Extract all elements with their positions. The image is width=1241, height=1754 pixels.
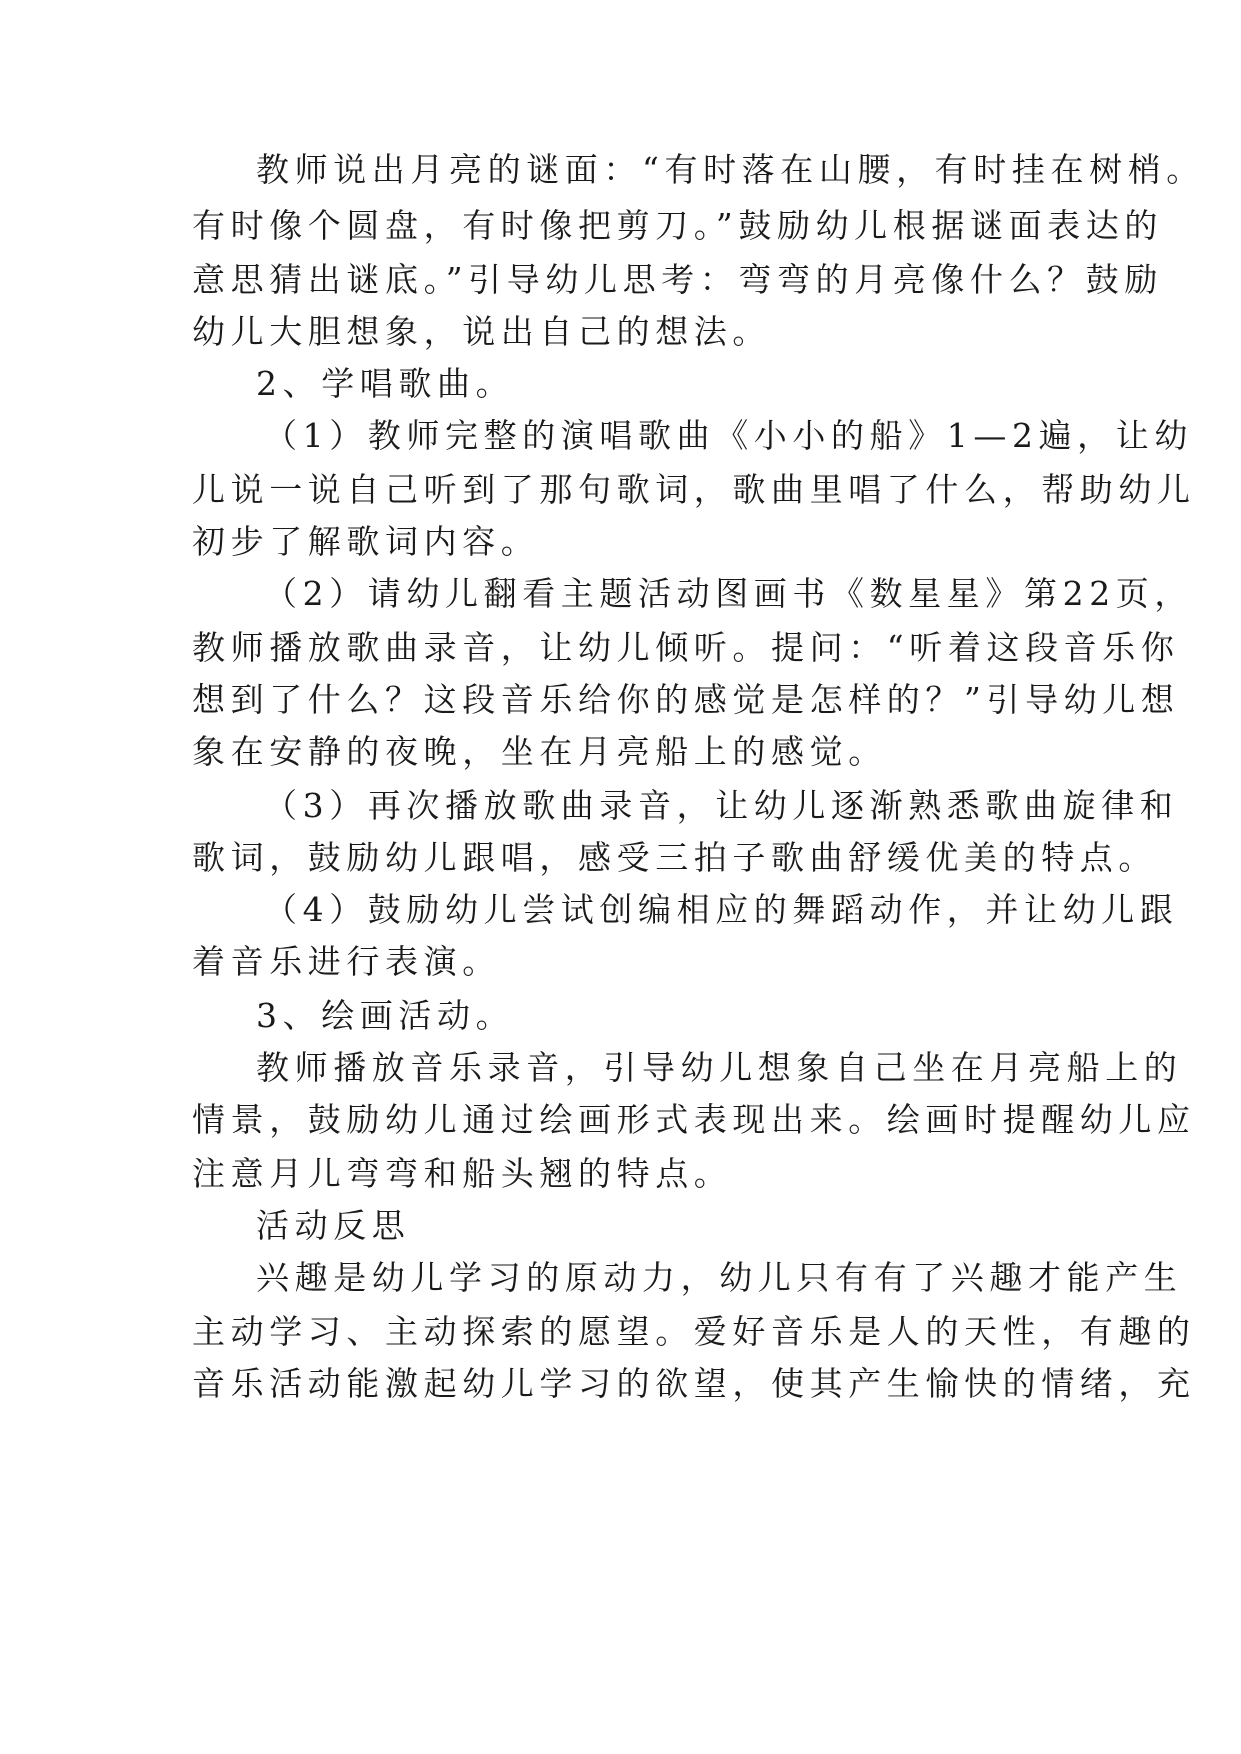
text-line: 教师播放音乐录音，引导幼儿想象自己坐在月亮船上的 bbox=[256, 1048, 1183, 1087]
section-heading: 2、学唱歌曲。 bbox=[256, 364, 515, 403]
text-line: 幼儿大胆想象，说出自己的想法。 bbox=[192, 312, 771, 351]
text-line: 意思猜出谜底。”引导幼儿思考：弯弯的月亮像什么？鼓励 bbox=[192, 260, 1163, 299]
text-line: 想到了什么？这段音乐给你的感觉是怎样的？”引导幼儿想 bbox=[192, 680, 1180, 719]
text-line: 主动学习、主动探索的愿望。爱好音乐是人的天性，有趣的 bbox=[192, 1312, 1196, 1351]
text-line: （1）教师完整的演唱歌曲《小小的船》1—2遍，让幼 bbox=[264, 416, 1193, 455]
text-line: 情景，鼓励幼儿通过绘画形式表现出来。绘画时提醒幼儿应 bbox=[192, 1100, 1196, 1139]
text-line: 歌词，鼓励幼儿跟唱，感受三拍子歌曲舒缓优美的特点。 bbox=[192, 838, 1157, 877]
text-line: 教师播放歌曲录音，让幼儿倾听。提问：“听着这段音乐你 bbox=[192, 628, 1180, 667]
text-line: （3）再次播放歌曲录音，让幼儿逐渐熟悉歌曲旋律和 bbox=[264, 786, 1179, 825]
text-line: 兴趣是幼儿学习的原动力，幼儿只有有了兴趣才能产生 bbox=[256, 1258, 1183, 1297]
text-line: 注意月儿弯弯和船头翘的特点。 bbox=[192, 1154, 733, 1193]
text-line: 初步了解歌词内容。 bbox=[192, 522, 540, 561]
text-line: （4）鼓励幼儿尝试创编相应的舞蹈动作，并让幼儿跟 bbox=[264, 890, 1179, 929]
section-heading: 3、绘画活动。 bbox=[256, 996, 515, 1035]
text-line: 教师说出月亮的谜面：“有时落在山腰，有时挂在树梢。 bbox=[256, 150, 1205, 189]
text-line: 象在安静的夜晚，坐在月亮船上的感觉。 bbox=[192, 732, 887, 771]
text-line: 儿说一说自己听到了那句歌词，歌曲里唱了什么，帮助幼儿 bbox=[192, 470, 1196, 509]
text-line: （2）请幼儿翻看主题活动图画书《数星星》第22页， bbox=[264, 574, 1193, 613]
text-line: 着音乐进行表演。 bbox=[192, 942, 501, 981]
text-line: 音乐活动能激起幼儿学习的欲望，使其产生愉快的情绪，充 bbox=[192, 1364, 1196, 1403]
section-heading: 活动反思 bbox=[256, 1206, 411, 1245]
text-line: 有时像个圆盘，有时像把剪刀。”鼓励幼儿根据谜面表达的 bbox=[192, 206, 1163, 245]
